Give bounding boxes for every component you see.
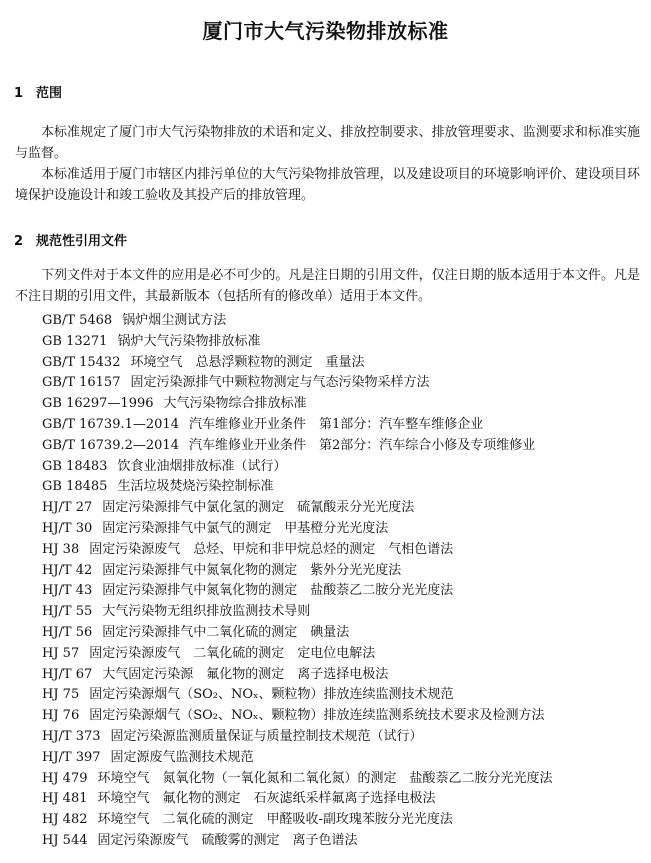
reference-item <box>42 353 553 374</box>
reference-code: HJ 544 <box>42 832 88 848</box>
reference-item <box>42 748 553 769</box>
reference-code: GB/T 16157 <box>42 375 121 391</box>
reference-code: HJ 75 <box>42 687 80 703</box>
section-2-number: 2 <box>14 234 24 249</box>
reference-item <box>42 727 553 748</box>
reference-item <box>42 685 553 706</box>
reference-code: HJ 481 <box>42 791 88 807</box>
reference-item <box>42 498 553 519</box>
reference-title: 固定污染源烟气（SO₂、NOₓ、颗粒物）排放连续监测技术规范 <box>89 687 454 703</box>
reference-code: GB 13271 <box>42 333 108 349</box>
reference-code: HJ 38 <box>42 541 80 557</box>
reference-title: 大气固定污染源 氟化物的测定 离子选择电极法 <box>102 666 389 682</box>
reference-item <box>42 332 553 353</box>
reference-code: HJ/T 43 <box>42 583 93 599</box>
reference-title: 生活垃圾焚烧污染控制标准 <box>117 479 274 495</box>
reference-item <box>42 831 553 852</box>
reference-title: 固定污染源烟气（SO₂、NOₓ、颗粒物）排放连续监测系统技术要求及检测方法 <box>89 708 545 724</box>
reference-item <box>42 477 553 498</box>
reference-code: GB/T 16739.2—2014 <box>42 437 179 453</box>
reference-code: HJ 76 <box>42 708 80 724</box>
reference-title: 固定污染源排气中颗粒物测定与气态污染物采样方法 <box>130 375 430 391</box>
reference-title: 固定污染源排气中氯气的测定 甲基橙分光光度法 <box>102 520 389 536</box>
reference-title: 汽车维修业开业条件 第1部分：汽车整车维修企业 <box>188 416 484 432</box>
section-1-title: 范围 <box>36 86 63 101</box>
reference-code: HJ/T 397 <box>42 749 101 765</box>
reference-item <box>42 581 553 602</box>
reference-item <box>42 665 553 686</box>
reference-title: 汽车维修业开业条件 第2部分：汽车综合小修及专项维修业 <box>188 437 536 453</box>
reference-title: 固定污染源排气中二氧化硫的测定 碘量法 <box>102 624 350 640</box>
reference-title: 固定污染源废气 硫酸雾的测定 离子色谱法 <box>97 832 358 848</box>
reference-item <box>42 311 553 332</box>
reference-title: 环境空气 氟化物的测定 石灰滤纸采样氟离子选择电极法 <box>97 791 436 807</box>
section-1-heading <box>14 82 62 101</box>
reference-item <box>42 706 553 727</box>
reference-item <box>42 561 553 582</box>
section-2-heading <box>14 230 127 249</box>
reference-title: 环境空气 总悬浮颗粒物的测定 重量法 <box>130 354 365 370</box>
section-1-number: 1 <box>14 86 24 101</box>
reference-item <box>42 644 553 665</box>
reference-title: 大气污染物无组织排放监测技术导则 <box>102 604 311 620</box>
reference-code: HJ/T 27 <box>42 500 93 516</box>
reference-title: 固定污染源废气 总烃、甲烷和非甲烷总烃的测定 气相色谱法 <box>89 541 454 557</box>
reference-title: 固定污染源排气中氮氧化物的测定 紫外分光光度法 <box>102 562 402 578</box>
reference-code: HJ/T 67 <box>42 666 93 682</box>
reference-code: GB 18485 <box>42 479 108 495</box>
reference-item <box>42 415 553 436</box>
reference-code: HJ 57 <box>42 645 80 661</box>
reference-item <box>42 373 553 394</box>
section-1-paragraph-1: 本标准规定了厦门市大气污染物排放的术语和定义、排放控制要求、排放管理要求、监测要求和标准实施与监督。 <box>15 125 640 161</box>
reference-code: GB/T 15432 <box>42 354 121 370</box>
reference-code: GB 16297—1996 <box>42 396 154 412</box>
reference-list <box>42 311 553 852</box>
reference-item <box>42 394 553 415</box>
reference-item <box>42 623 553 644</box>
reference-code: HJ 482 <box>42 812 88 828</box>
reference-title: 大气污染物综合排放标准 <box>163 396 307 412</box>
reference-title: 固定源废气监测技术规范 <box>110 749 254 765</box>
reference-item <box>42 519 553 540</box>
section-2-paragraph-1: 下列文件对于本文件的应用是必不可少的。凡是注日期的引用文件，仅注日期的版本适用于本文件。凡是不注日期的引用文件，其最新版本（包括所有的修改单）适用于本文件。 <box>15 268 640 304</box>
reference-item <box>42 457 553 478</box>
reference-title: 固定污染源排气中氮氧化物的测定 盐酸萘乙二胺分光光度法 <box>102 583 454 599</box>
reference-item <box>42 789 553 810</box>
reference-code: GB/T 16739.1—2014 <box>42 416 179 432</box>
reference-item <box>42 769 553 790</box>
reference-item <box>42 540 553 561</box>
reference-title: 锅炉烟尘测试方法 <box>122 313 227 328</box>
reference-title: 饮食业油烟排放标准（试行） <box>117 458 287 474</box>
reference-title: 固定污染源废气 二氧化硫的测定 定电位电解法 <box>89 645 376 661</box>
reference-code: HJ/T 55 <box>42 604 93 620</box>
reference-title: 固定污染源排气中氯化氢的测定 硫氰酸汞分光光度法 <box>102 500 415 516</box>
reference-item <box>42 436 553 457</box>
reference-item <box>42 810 553 831</box>
reference-code: HJ/T 373 <box>42 728 101 744</box>
reference-code: HJ/T 42 <box>42 562 93 578</box>
document-title: 厦门市大气污染物排放标准 <box>202 19 449 43</box>
reference-item <box>42 602 553 623</box>
reference-code: GB 18483 <box>42 458 108 474</box>
reference-title: 环境空气 氮氧化物（一氧化氮和二氧化氮）的测定 盐酸萘乙二胺分光光度法 <box>97 770 553 786</box>
reference-code: GB/T 5468 <box>42 313 113 328</box>
reference-code: HJ/T 56 <box>42 624 93 640</box>
reference-code: HJ 479 <box>42 770 88 786</box>
section-1-paragraph-2: 本标准适用于厦门市辖区内排污单位的大气污染物排放管理，以及建设项目的环境影响评价、建设项目环境保护设施设计和竣工验收及其投产后的排放管理。 <box>15 167 640 203</box>
reference-title: 环境空气 二氧化硫的测定 甲醛吸收-副玫瑰苯胺分光光度法 <box>97 812 453 828</box>
reference-title: 锅炉大气污染物排放标准 <box>117 333 261 349</box>
reference-code: HJ/T 30 <box>42 520 93 536</box>
reference-title: 固定污染源监测质量保证与质量控制技术规范（试行） <box>110 728 423 744</box>
section-2-title: 规范性引用文件 <box>36 234 128 249</box>
